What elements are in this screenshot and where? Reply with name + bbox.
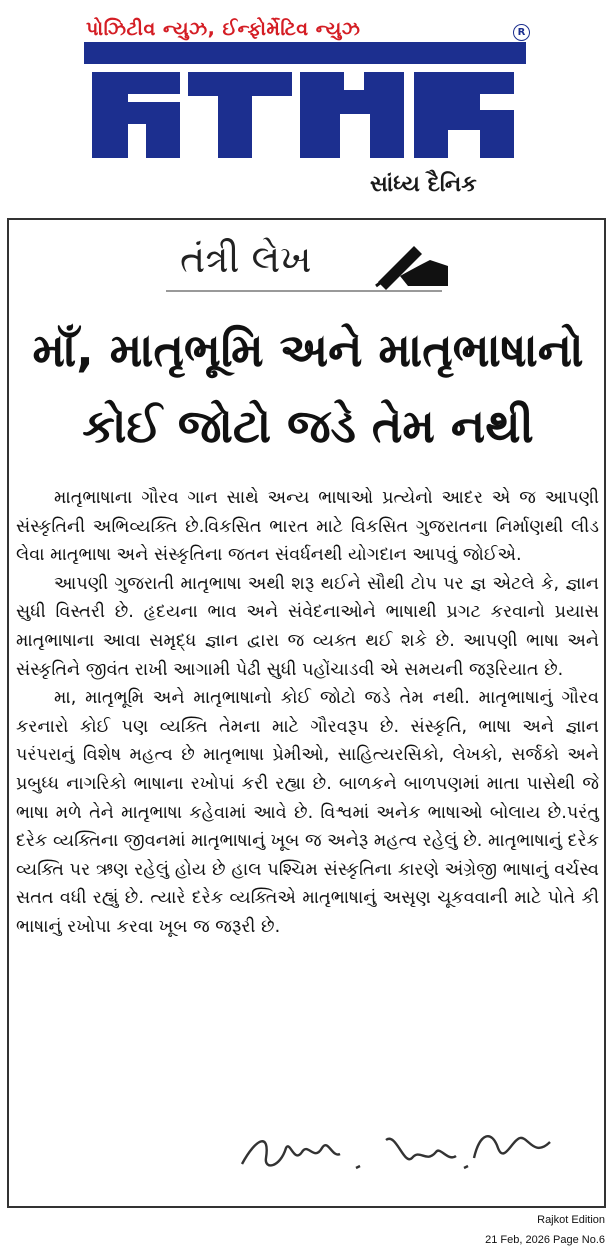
logo-letter-4 xyxy=(414,72,514,158)
logo-letter-1 xyxy=(92,72,180,158)
article-body xyxy=(16,484,599,942)
tagline: પોઝિટીવ ન્યુઝ, ઈન્ફોર્મેટિવ ન્યુઝ xyxy=(86,18,361,40)
masthead xyxy=(0,0,615,215)
brand-logo-svg xyxy=(84,42,526,160)
logo-letter-2 xyxy=(188,72,292,158)
headline: માઁ, માતૃભૂમિ અને માતૃભાષાનો કોઈ જોટો જડે તેમ નથી xyxy=(32,323,584,453)
edition-label: Rajkot Edition xyxy=(537,1214,605,1226)
edition-type: સાંધ્ય દૈનિક xyxy=(370,172,477,197)
paragraph-3: મા, માતૃભૂમિ અને માતૃભાષાનો કોઈ જોટો જડે તેમ નથી. માતૃભાષાનું ગૌરવ કરનારો કોઈ પણ વ્યક્તિ તેમના માટે ગૌરવરૂપ છે. સંસ્કૃતિ, ભાષા અને જ્ઞાન પરંપરાનું વિશેષ મહત્વ છે માતૃભાષા પ્રેમીઓ, સાહિત્યરસિકો, લેખકો, સર્જકો અને પ્રબુધ્ધ નાગરિકો ભાષાના રખોપાં કરી રહ્યા છે. બાળકને બાળપણમાં માતા પાસેથી જે ભાષા મળે તેને માતૃભાષા કહેવામાં આવે છે. વિશ્વમાં અનેક ભાષાઓ બોલાય છે.પરંતુ દરેક વ્યક્તિના જીવનમાં માતૃભાષાનું ખૂબ જ અનેરૂ મહત્વ રહેલું છે. માતૃભાષાનું દરેક વ્યક્તિ પર ઋણ રહેલું હોય છે હાલ પશ્ચિમ સંસ્કૃતિના કારણે અંગ્રેજી ભાષાનું વર્ચસ્વ સતત વધી રહ્યું છે. ત્યારે દરેક વ્યક્તિએ માતૃભાષાનું અસૃણ ચૂકવવાની માટે પોતે કી ભાષાનું રખોપા કરવા ખૂબ જ જરૂરી છે. xyxy=(16,688,599,937)
registered-mark-icon: R xyxy=(513,24,530,41)
pen-writing-icon xyxy=(370,236,450,290)
logo-letter-3 xyxy=(300,72,404,158)
paragraph-1: માતૃભાષાના ગૌરવ ગાન સાથે અન્ય ભાષાઓ પ્રત્યેનો આદર એ જ આપણી સંસ્કૃતિની અભિવ્યક્તિ છે.વિકસિત ભારત માટે વિકસિત ગુજરાતના નિર્માણથી લીડ લેવા માતૃભાષા અને સંસ્કૃતિના જતન સંવર્ધનથી યોગદાન આપવું જોઈએ. xyxy=(16,488,599,566)
brand-logo xyxy=(84,42,526,160)
logo-headline-bar xyxy=(84,42,526,64)
paragraph-2: આપણી ગુજરાતી માતૃભાષા અથી શરૂ થઈને સૌથી ટોપ પર જ્ઞ એટલે કે, જ્ઞાન સુધી વિસ્તરી છે. હૃદયના ભાવ અને સંવેદનાઓને ભાષાથી પ્રગટ કરવાનો પ્રયાસ માતૃભાષાના આવા સમૃદ્ધ જ્ઞાન દ્વારા જ વ્યક્ત થઈ શકે છે. આપણી ભાષા અને સંસ્કૃતિને જીવંત રાખી આગામી પેઢી સુધી પહોંચાડવી એ સમયની જરૂરિયાત છે. xyxy=(16,573,599,680)
signature xyxy=(236,1118,556,1180)
date-page-label: 21 Feb, 2026 Page No.6 xyxy=(485,1234,605,1246)
column-label: તંત્રી લેખ xyxy=(180,237,312,281)
